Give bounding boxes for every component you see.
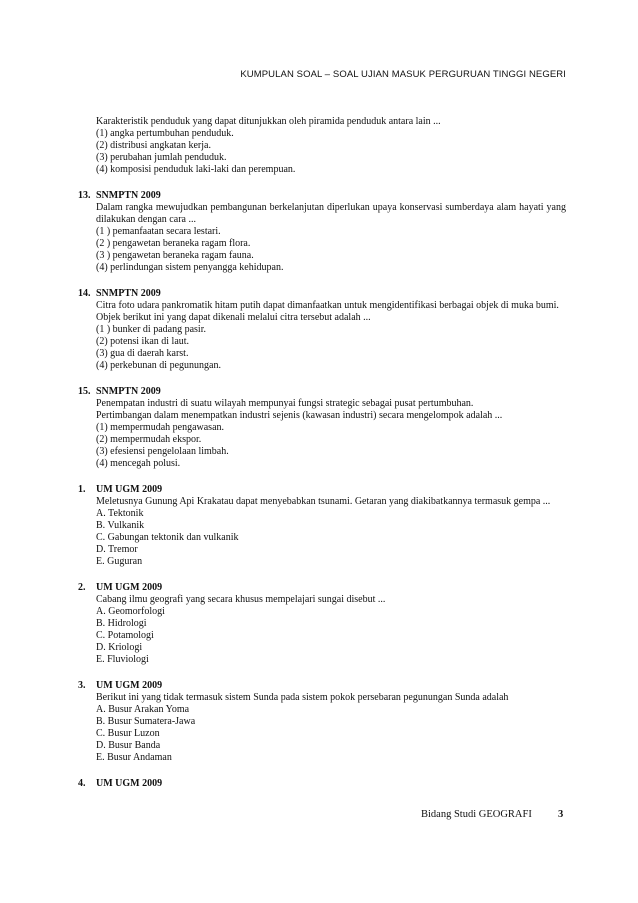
question-13 — [0, 190, 638, 274]
option: (3) perubahan jumlah penduduk. — [96, 152, 227, 163]
intro-stem: Karakteristik penduduk yang dapat ditunjukkan oleh piramida penduduk antara lain ... — [96, 116, 441, 127]
option: (3) gua di daerah karst. — [96, 348, 189, 359]
option: (4) komposisi penduduk laki-laki dan perempuan. — [96, 164, 296, 175]
option: (1 ) pemanfaatan secara lestari. — [96, 226, 221, 237]
question-source: UM UGM 2009 — [96, 778, 163, 789]
question-number: 14. — [78, 288, 91, 299]
question-text: Penempatan industri di suatu wilayah mempunyai fungsi strategic sebagai pusat pertumbuhan. — [96, 398, 474, 409]
option: A. Geomorfologi — [96, 606, 165, 617]
question-source: SNMPTN 2009 — [96, 288, 161, 299]
question-text-2: Objek berikut ini yang dapat dikenali melalui citra tersebut adalah ... — [96, 312, 371, 323]
question-text: Berikut ini yang tidak termasuk sistem Sunda pada sistem pokok persebaran pegunungan Sunda adalah — [96, 692, 509, 703]
option: A. Tektonik — [96, 508, 144, 519]
option: B. Hidrologi — [96, 618, 147, 629]
option: (2) mempermudah ekspor. — [96, 434, 202, 445]
question-number: 2. — [78, 582, 86, 593]
question-ugm-2 — [0, 582, 638, 666]
option: D. Tremor — [96, 544, 138, 555]
option: (2) distribusi angkatan kerja. — [96, 140, 211, 151]
question-options — [96, 324, 566, 372]
option: A. Busur Arakan Yoma — [96, 704, 190, 715]
option: E. Guguran — [96, 556, 143, 567]
option: (3 ) pengawetan beraneka ragam fauna. — [96, 250, 254, 261]
option: C. Gabungan tektonik dan vulkanik — [96, 532, 239, 543]
question-source: UM UGM 2009 — [96, 484, 163, 495]
option: E. Fluviologi — [96, 654, 149, 665]
option: C. Potamologi — [96, 630, 154, 641]
question-number: 15. — [78, 386, 91, 397]
option: (1) angka pertumbuhan penduduk. — [96, 128, 234, 139]
option: B. Vulkanik — [96, 520, 145, 531]
page-footer — [421, 809, 564, 820]
question-options — [96, 422, 566, 470]
question-number: 1. — [78, 484, 86, 495]
question-ugm-1 — [0, 484, 638, 568]
question-options — [96, 226, 566, 274]
question-15 — [0, 386, 638, 470]
option: (2 ) pengawetan beraneka ragam flora. — [96, 238, 251, 249]
question-number: 3. — [78, 680, 86, 691]
question-source: SNMPTN 2009 — [96, 386, 161, 397]
page-number: 3 — [558, 809, 564, 820]
option: D. Busur Banda — [96, 740, 161, 751]
question-14 — [0, 288, 638, 372]
question-text: Cabang ilmu geografi yang secara khusus mempelajari sungai disebut ... — [96, 594, 386, 605]
document-body — [0, 116, 638, 790]
footer-subject: Bidang Studi GEOGRAFI — [421, 809, 532, 820]
page-header: KUMPULAN SOAL – SOAL UJIAN MASUK PERGURUAN TINGGI NEGERI — [240, 69, 566, 80]
option: (4) perlindungan sistem penyangga kehidupan. — [96, 262, 284, 273]
intro-question — [96, 116, 566, 176]
option: (4) mencegah polusi. — [96, 458, 181, 469]
question-ugm-4 — [0, 778, 638, 790]
option: E. Busur Andaman — [96, 752, 172, 763]
question-text: Citra foto udara pankromatik hitam putih dapat dimanfaatkan untuk mengidentifikasi berbagai objek di muka bumi. — [96, 300, 559, 311]
question-source: SNMPTN 2009 — [96, 190, 161, 201]
option: C. Busur Luzon — [96, 728, 160, 739]
question-source: UM UGM 2009 — [96, 680, 163, 691]
question-text-2: Pertimbangan dalam menempatkan industri sejenis (kawasan industri) secara mengelompok adalah ... — [96, 410, 503, 421]
question-options — [96, 704, 566, 764]
intro-options — [96, 128, 566, 176]
option: B. Busur Sumatera-Jawa — [96, 716, 196, 727]
option: (1 ) bunker di padang pasir. — [96, 324, 206, 335]
option: (4) perkebunan di pegunungan. — [96, 360, 221, 371]
question-number: 13. — [78, 190, 91, 201]
question-text: Dalam rangka mewujudkan pembangunan berkelanjutan diperlukan upaya konservasi sumberdaya alam hayati yang dilakukan dengan cara ... — [96, 202, 566, 225]
question-options — [96, 508, 566, 568]
question-text: Meletusnya Gunung Api Krakatau dapat menyebabkan tsunami. Getaran yang diakibatkannya termasuk gempa ... — [96, 496, 551, 507]
option: D. Kriologi — [96, 642, 143, 653]
question-ugm-3 — [0, 680, 638, 764]
question-number: 4. — [78, 778, 86, 789]
option: (2) potensi ikan di laut. — [96, 336, 190, 347]
question-options — [96, 606, 566, 666]
question-source: UM UGM 2009 — [96, 582, 163, 593]
option: (1) mempermudah pengawasan. — [96, 422, 225, 433]
option: (3) efesiensi pengelolaan limbah. — [96, 446, 229, 457]
